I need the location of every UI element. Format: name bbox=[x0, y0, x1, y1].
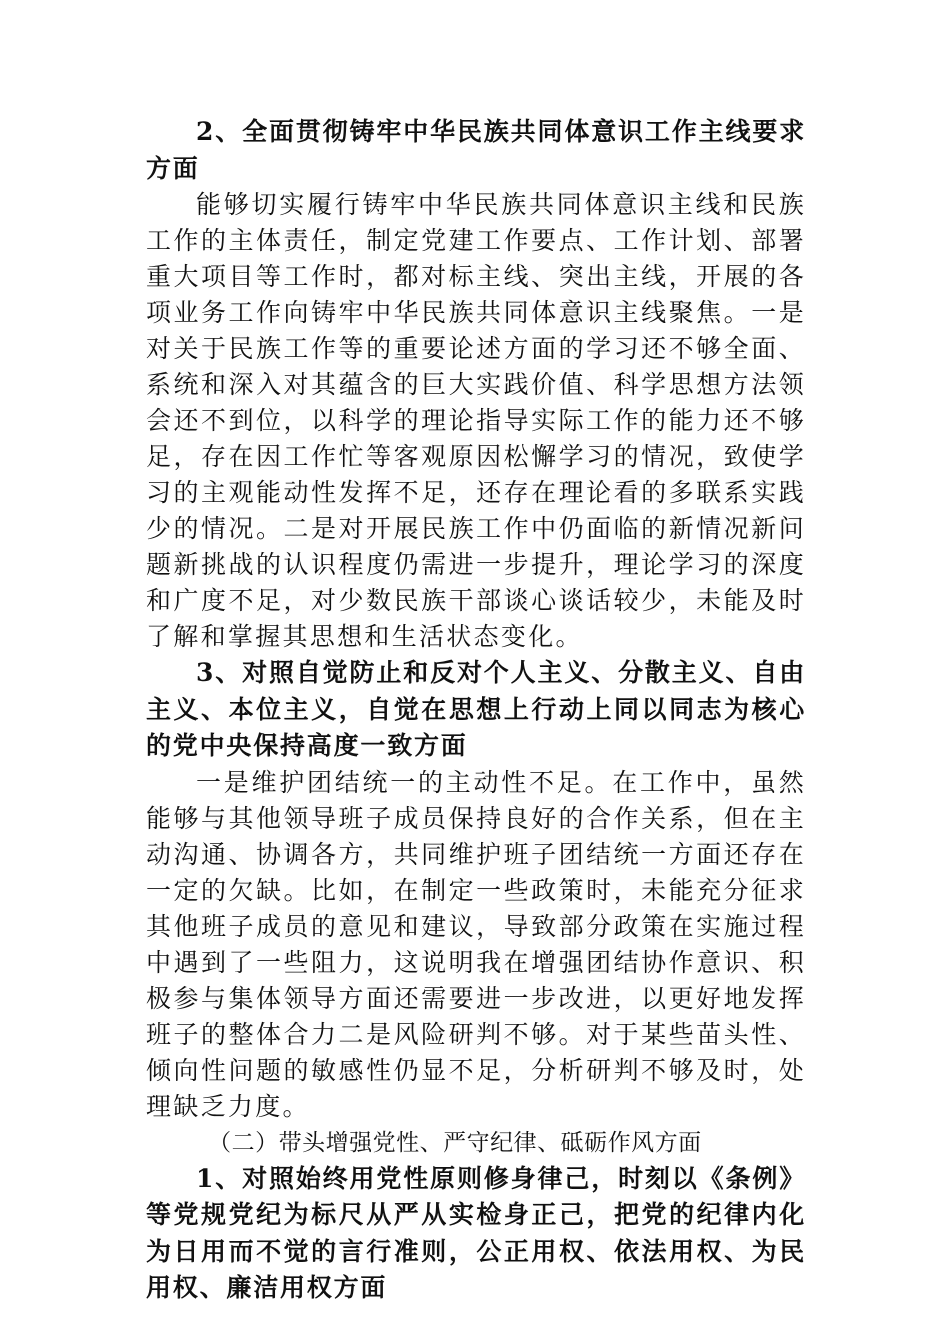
section-heading-3: 3、对照自觉防止和反对个人主义、分散主义、自由主义、本位主义，自觉在思想上行动上同以同志为核心的党中央保持高度一致方面 bbox=[146, 658, 806, 760]
section-heading-1: 1、对照始终用党性原则修身律己，时刻以《条例》等党规党纪为标尺从严从实检身正己，把党的纪律内化为日用而不觉的言行准则，公正用权、依法用权、为民用权、廉洁用权方面 bbox=[146, 1163, 806, 1302]
document-page bbox=[146, 114, 806, 1307]
subsection-heading: （二）带头增强党性、严守纪律、砥砺作风方面 bbox=[208, 1129, 702, 1156]
body-paragraph-1: 能够切实履行铸牢中华民族共同体意识主线和民族工作的主体责任，制定党建工作要点、工作计划、部署重大项目等工作时，都对标主线、突出主线，开展的各项业务工作向铸牢中华民族共同体意识主线聚焦。一是对关于民族工作等的重要论述方面的学习还不够全面、系统和深入对其蕴含的巨大实践价值、科学思想方法领会还不到位，以科学的理论指导实际工作的能力还不够足，存在因工作忙等客观原因松懈学习的情况，致使学习的主观能动性发挥不足，还存在理论看的多联系实践少的情况。二是对开展民族工作中仍面临的新情况新问题新挑战的认识程度仍需进一步提升，理论学习的深度和广度不足，对少数民族干部谈心谈话较少，未能及时了解和掌握其思想和生活状态变化。 bbox=[146, 190, 806, 651]
section-heading-2: 2、全面贯彻铸牢中华民族共同体意识工作主线要求方面 bbox=[146, 117, 806, 183]
body-paragraph-2: 一是维护团结统一的主动性不足。在工作中，虽然能够与其他领导班子成员保持良好的合作关系，但在主动沟通、协调各方，共同维护班子团结统一方面还存在一定的欠缺。比如，在制定一些政策时，未能充分征求其他班子成员的意见和建议，导致部分政策在实施过程中遇到了一些阻力，这说明我在增强团结协作意识、积极参与集体领导方面还需要进一步改进，以更好地发挥班子的整体合力二是风险研判不够。对于某些苗头性、倾向性问题的敏感性仍显不足，分析研判不够及时，处理缺乏力度。 bbox=[146, 767, 806, 1121]
